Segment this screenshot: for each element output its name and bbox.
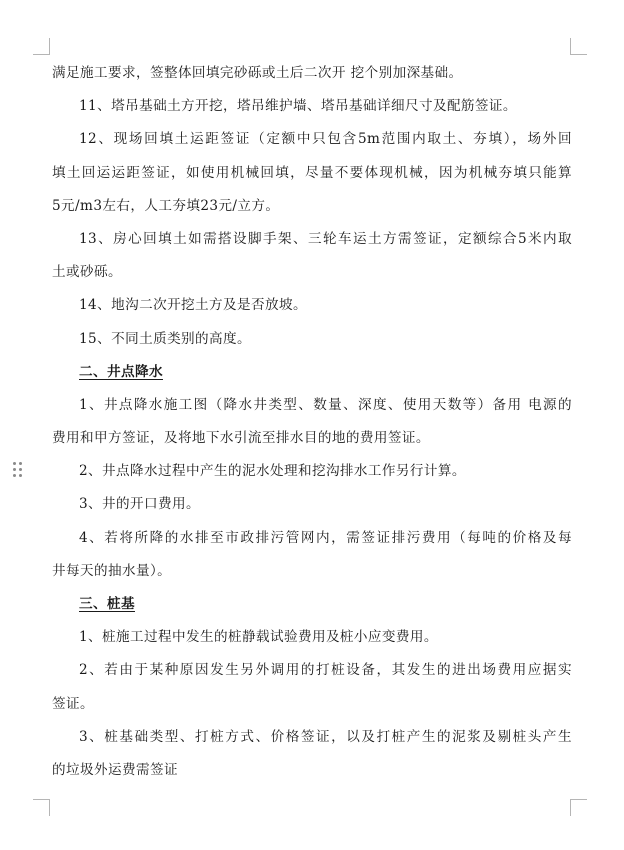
line-text: 2、若由于某种原因发生另外调用的打桩设备，其发生的进出场费用应据实 [79,662,572,679]
line-text: 土或砂砾。 [52,264,122,281]
line-text: 13、房心回填土如需搭设脚手架、三轮车运土方需签证，定额综合5米内取 [79,230,572,247]
line-text: 14、地沟二次开挖土方及是否放坡。 [79,297,308,314]
text-line [52,754,572,787]
text-line [52,389,572,422]
text-line [52,654,572,687]
text-line [52,688,572,721]
text-line [52,721,572,754]
text-line [52,555,572,588]
line-text: 费用和甲方签证，及将地下水引流至排水目的地的费用签证。 [52,430,430,447]
line-text: 3、桩基础类型、打桩方式、价格签证，以及打桩产生的泥浆及剔桩头产生 [79,728,572,745]
drag-handle-icon[interactable] [13,462,23,480]
heading-text: 三、桩基 [79,596,135,612]
line-text: 15、不同土质类别的高度。 [79,330,252,347]
line-text: 井每天的抽水量）。 [52,562,172,579]
margin-corner-bottom-right [570,799,587,816]
line-text: 签证。 [52,695,94,712]
text-line [52,422,572,455]
line-text: 12、现场回填土运距签证（定额中只包含5m范围内取土、夯填），场外回 [79,131,572,148]
section-heading [52,356,572,389]
line-text: 11、塔吊基础土方开挖，塔吊维护墙、塔吊基础详细尺寸及配筋签证。 [79,98,517,115]
line-text: 2、井点降水过程中产生的泥水处理和挖沟排水工作另行计算。 [79,463,466,480]
line-text: 5元/m3左右，人工夯填23元/立方。 [52,197,280,214]
line-text: 1、井点降水施工图（降水井类型、数量、深度、使用天数等）备用 电源的 [79,396,572,413]
section-heading [52,588,572,621]
text-line [52,289,572,322]
line-text: 1、桩施工过程中发生的桩静载试验费用及桩小应变费用。 [79,629,438,646]
text-line [52,256,572,289]
text-line [52,157,572,190]
margin-corner-top-right [570,38,587,55]
text-line [52,522,572,555]
margin-corner-bottom-left [33,799,50,816]
line-text: 4、若将所降的水排至市政排污管网内，需签证排污费用（每吨的价格及每 [79,529,572,546]
line-text: 填土回运运距签证，如使用机械回填，尽量不要体现机械，因为机械夯填只能算 [52,164,572,181]
text-line [52,488,572,521]
text-line [52,323,572,356]
text-line [52,90,572,123]
text-line [52,123,572,156]
text-line [52,223,572,256]
line-text: 满足施工要求，签整体回填完砂砾或土后二次开 挖个别加深基础。 [52,65,463,81]
text-line [52,57,572,90]
line-text: 3、井的开口费用。 [79,496,200,513]
text-line [52,621,572,654]
line-text: 的垃圾外运费需签证 [52,761,178,778]
document-body [52,57,572,787]
text-line [52,190,572,223]
margin-corner-top-left [33,38,50,55]
heading-text: 二、井点降水 [79,363,163,380]
text-line [52,455,572,488]
